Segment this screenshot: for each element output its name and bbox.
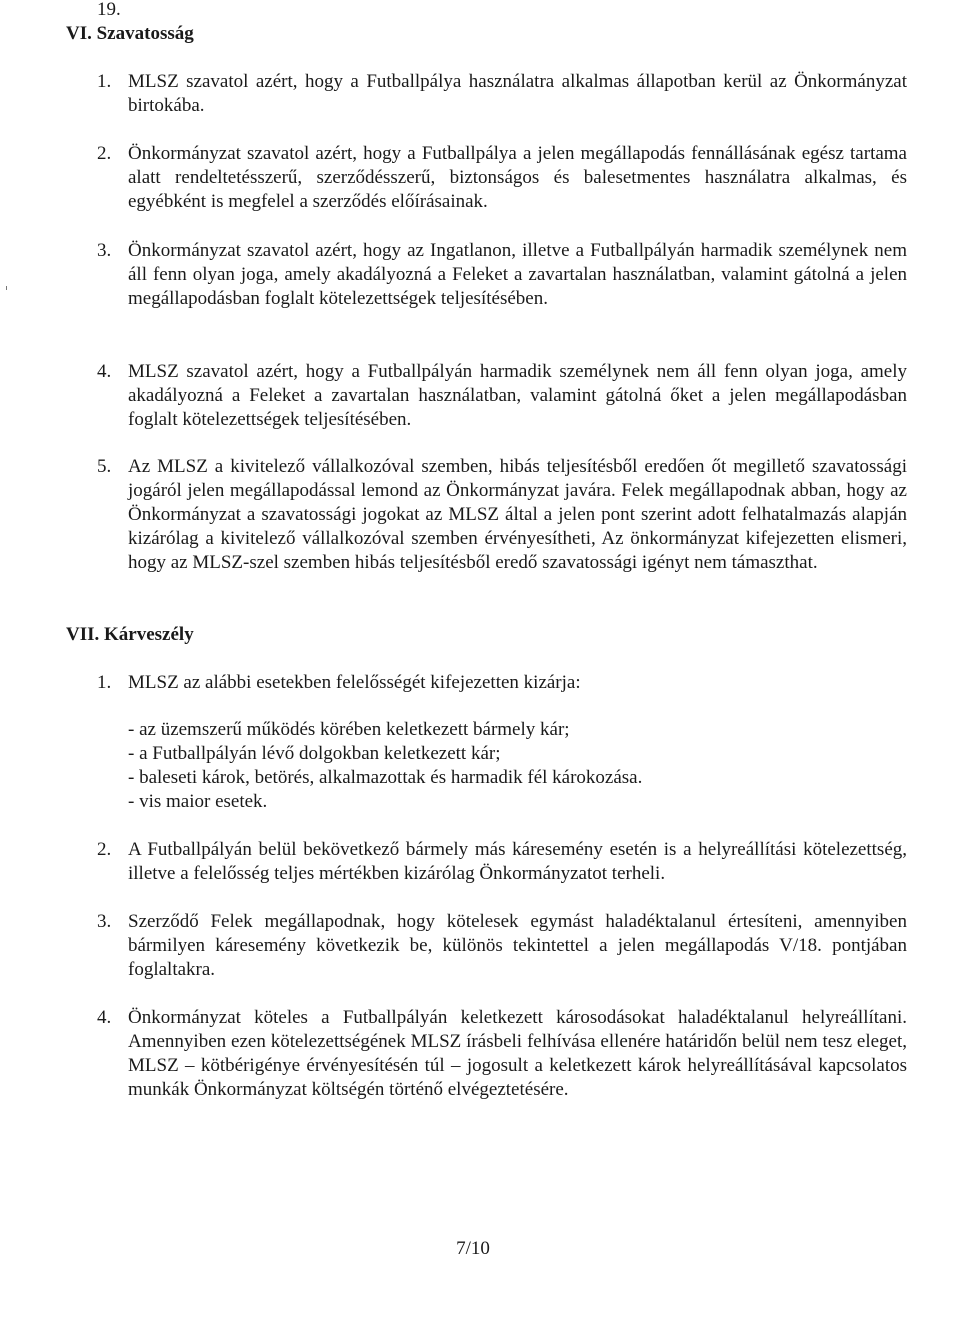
- item-number: 1.: [97, 71, 112, 92]
- item-number: 2.: [97, 143, 112, 164]
- item-number: 4.: [97, 361, 112, 382]
- item-text: MLSZ szavatol azért, hogy a Futballpálya használatra alkalmas állapotban kerül az Önkormányzat birtokába.: [128, 71, 907, 116]
- item-text: Önkormányzat köteles a Futballpályán keletkezett károsodásokat haladéktalanul helyreállítani. Amennyiben ezen kötelezettségének MLSZ írásbeli felhívása ellenére határidőn belül nem tesz eleget, MLSZ – kötbérigénye érvényesítésén túl – jogosult a keletkezett károk helyreállításával kapcsolatos munkák Önkormányzat költségén történő elvégeztetésére.: [128, 1007, 907, 1100]
- item-number: 2.: [97, 839, 112, 860]
- warranty-item-5: [97, 455, 907, 575]
- warranty-item-4: [97, 360, 907, 432]
- risk-item-3: [97, 910, 907, 982]
- list-item: - baleseti károk, betörés, alkalmazottak és harmadik fél károkozása.: [128, 767, 643, 788]
- section-heading-warranty: VI. Szavatosság: [66, 23, 194, 44]
- warranty-item-3: [97, 239, 907, 311]
- scan-margin-mark: [6, 286, 7, 290]
- page-footer-number: 7/10: [456, 1238, 490, 1259]
- item-text: Önkormányzat szavatol azért, hogy a Futballpálya a jelen megállapodás fennállásának egész tartama alatt rendeltetésszerű, szerződésszerű, biztonságos és balesetmentes használatra alkalmas, és egyébként is megfelel a szerződés előírásainak.: [128, 143, 907, 212]
- item-number: 5.: [97, 456, 112, 477]
- page-number-top: 19.: [97, 0, 121, 20]
- item-text: Az MLSZ a kivitelező vállalkozóval szemben, hibás teljesítésből eredően őt megillető szavatossági jogáról jelen megállapodással lemond az Önkormányzat javára. Felek megállapodnak abban, hogy az Önkormányzat a szavatossági jogokat az MLSZ által a jelen pont szerint adott felhatalmazás alapján kizárólag a kivitelező vállalkozóval szemben érvényesítheti, Az önkormányzat kifejezetten elismeri, hogy az MLSZ-szel szemben hibás teljesítésből eredő szavatossági igényt nem támaszthat.: [128, 456, 907, 573]
- item-text: MLSZ szavatol azért, hogy a Futballpályán harmadik személynek nem áll fenn olyan joga, amely akadályozná a Feleket a zavartalan használatban, valamint gátolná őket a jelen megállapodásban foglalt kötelezettségek teljesítésében.: [128, 361, 907, 430]
- warranty-item-1: [97, 70, 907, 118]
- section-heading-risk: VII. Kárveszély: [66, 624, 194, 645]
- item-number: 3.: [97, 240, 112, 261]
- item-text: A Futballpályán belül bekövetkező bármely más káresemény esetén is a helyreállítási kötelezettség, illetve a felelősség teljes mértékben kizárólag Önkormányzatot terheli.: [128, 839, 907, 884]
- risk-item-4: [97, 1006, 907, 1102]
- list-item: - a Futballpályán lévő dolgokban keletkezett kár;: [128, 743, 501, 764]
- risk-item-2: [97, 838, 907, 886]
- item-number: 1.: [97, 672, 112, 693]
- item-number: 3.: [97, 911, 112, 932]
- item-text: MLSZ az alábbi esetekben felelősségét kifejezetten kizárja:: [128, 672, 581, 693]
- item-text: Önkormányzat szavatol azért, hogy az Ingatlanon, illetve a Futballpályán harmadik személynek nem áll fenn olyan joga, amely akadályozná a Feleket a zavartalan használatban, valamint gátolná a jelen megállapodásban foglalt kötelezettségek teljesítésében.: [128, 240, 907, 309]
- item-text: Szerződő Felek megállapodnak, hogy kötelesek egymást haladéktalanul értesíteni, amennyiben bármilyen káresemény következik be, különös tekintettel a jelen megállapodás V/18. pontjában foglaltakra.: [128, 911, 907, 980]
- list-item: - az üzemszerű működés körében keletkezett bármely kár;: [128, 719, 570, 740]
- risk-item-1: [97, 671, 907, 695]
- item-number: 4.: [97, 1007, 112, 1028]
- exclusion-list: [128, 718, 908, 814]
- list-item: - vis maior esetek.: [128, 791, 268, 812]
- warranty-item-2: [97, 142, 907, 214]
